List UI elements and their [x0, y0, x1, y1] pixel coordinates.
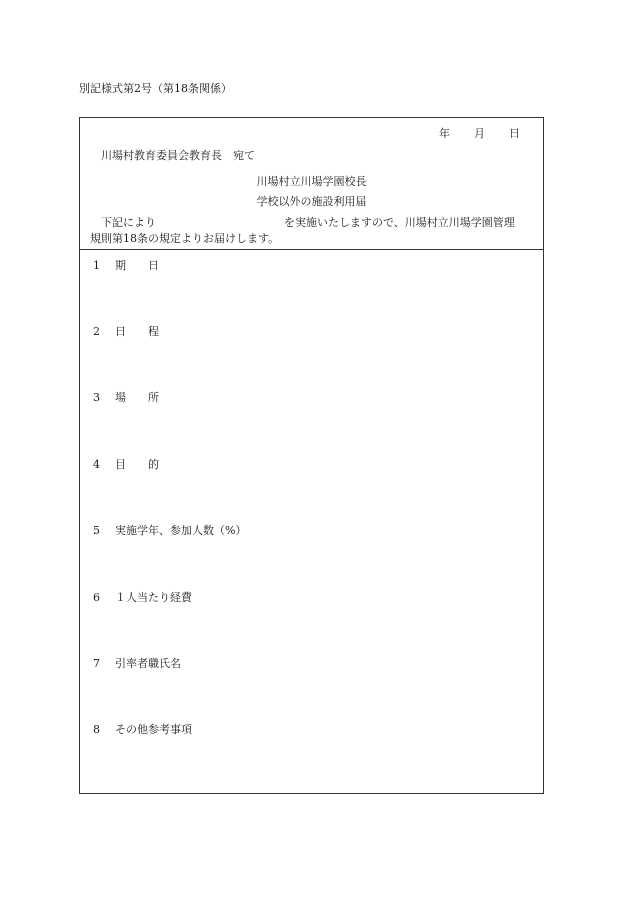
form-box: [79, 117, 544, 794]
body-text-start: 下記により: [101, 216, 156, 229]
item-label: その他参考事項: [115, 723, 192, 736]
item-other-notes: [93, 721, 192, 737]
item-label: 引率者職氏名: [115, 657, 181, 670]
item-number: 1: [93, 259, 100, 272]
item-label: １人当たり経費: [115, 591, 192, 604]
item-label: 日程: [115, 325, 181, 338]
item-number: 3: [93, 391, 100, 404]
item-schedule: [93, 323, 181, 339]
date-day: 日: [509, 127, 520, 140]
sender: 川場村立川場学園校長: [256, 175, 367, 188]
item-chaperone: [93, 655, 181, 671]
item-number: 2: [93, 325, 100, 338]
form-label: 別記様式第2号（第18条関係）: [79, 82, 232, 95]
item-number: 7: [93, 657, 100, 670]
item-grade-participants: [93, 522, 246, 538]
item-place: [93, 389, 181, 405]
date-line: [439, 125, 520, 141]
addressee: 川場村教育委員会教育長 宛て: [101, 149, 255, 162]
item-purpose: [93, 456, 181, 472]
date-year: 年: [439, 127, 450, 140]
item-label: 期日: [115, 259, 181, 272]
header-section: [80, 118, 543, 250]
item-number: 5: [93, 524, 100, 537]
date-month: 月: [474, 127, 485, 140]
item-cost-per-person: [93, 589, 192, 605]
body-text-end: を実施いたしますので、川場村立川場学園管理: [284, 216, 515, 229]
body-text-line-1: [101, 214, 515, 230]
item-label: 場所: [115, 391, 181, 404]
body-text-line-2: 規則第18条の規定よりお届けします。: [90, 232, 280, 245]
document-title: 学校以外の施設利用届: [256, 195, 367, 208]
item-number: 4: [93, 458, 100, 471]
item-date: [93, 257, 181, 273]
item-label: 目的: [115, 458, 181, 471]
item-number: 6: [93, 591, 100, 604]
item-label: 実施学年、参加人数（%）: [115, 524, 247, 537]
item-number: 8: [93, 723, 100, 736]
